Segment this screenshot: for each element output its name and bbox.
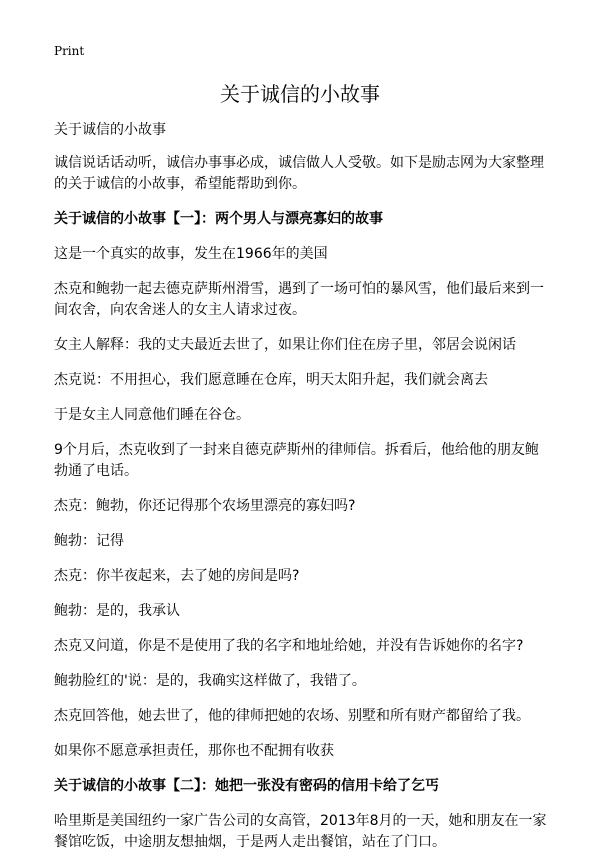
paragraph: 杰克和鲍勃一起去德克萨斯州滑雪，遇到了一场可怕的暴风雪，他们最后来到一间农舍，向农舍迷人的女主人请求过夜。 (54, 281, 544, 318)
paragraph: 杰克：你半夜起来，去了她的房间是吗? (54, 568, 300, 584)
paragraph: 这是一个真实的故事，发生在1966年的美国 (54, 246, 328, 262)
paragraph: 女主人解释：我的丈夫最近去世了，如果让你们住在房子里，邻居会说闲话 (54, 337, 516, 353)
intro-paragraph: 诚信说话话动听，诚信办事事必成，诚信做人人受敬。如下是励志网为大家整理的关于诚信的小故事，希望能帮助到你。 (54, 155, 544, 192)
page-title: 关于诚信的小故事 (220, 82, 380, 106)
article-body (54, 120, 550, 867)
paragraph: 杰克：鲍勃，你还记得那个农场里漂亮的寡妇吗? (54, 498, 356, 514)
paragraph: 9个月后，杰克收到了一封来自德克萨斯州的律师信。拆看后，他给他的朋友鲍勃通了电话。 (54, 442, 539, 479)
paragraph: 杰克又问道，你是不是使用了我的名字和地址给她，并没有告诉她你的名字? (54, 638, 524, 654)
print-link[interactable]: Print (54, 44, 85, 58)
paragraph: 鲍勃脸红的'说：是的，我确实这样做了，我错了。 (54, 673, 366, 689)
paragraph: 哈里斯是美国纽约一家广告公司的女高管，2013年8月的一天，她和朋友在一家餐馆吃饭，中途朋友想抽烟，于是两人走出餐馆，站在了门口。 (54, 813, 547, 850)
paragraph: 于是女主人同意他们睡在谷仓。 (54, 407, 250, 423)
paragraph: 如果你不愿意承担责任，那你也不配拥有收获 (54, 743, 334, 759)
paragraph: 杰克说：不用担心，我们愿意睡在仓库，明天太阳升起，我们就会离去 (54, 372, 488, 388)
paragraph: 鲍勃：记得 (54, 533, 124, 549)
section-1-heading: 关于诚信的小故事【一】：两个男人与漂亮寡妇的故事 (54, 211, 383, 227)
paragraph: 鲍勃：是的，我承认 (54, 603, 180, 619)
section-2-heading: 关于诚信的小故事【二】：她把一张没有密码的信用卡给了乞丐 (54, 778, 439, 794)
article-subtitle: 关于诚信的小故事 (54, 122, 166, 138)
paragraph: 杰克回答他，她去世了，他的律师把她的农场、别墅和所有财产都留给了我。 (54, 708, 530, 724)
